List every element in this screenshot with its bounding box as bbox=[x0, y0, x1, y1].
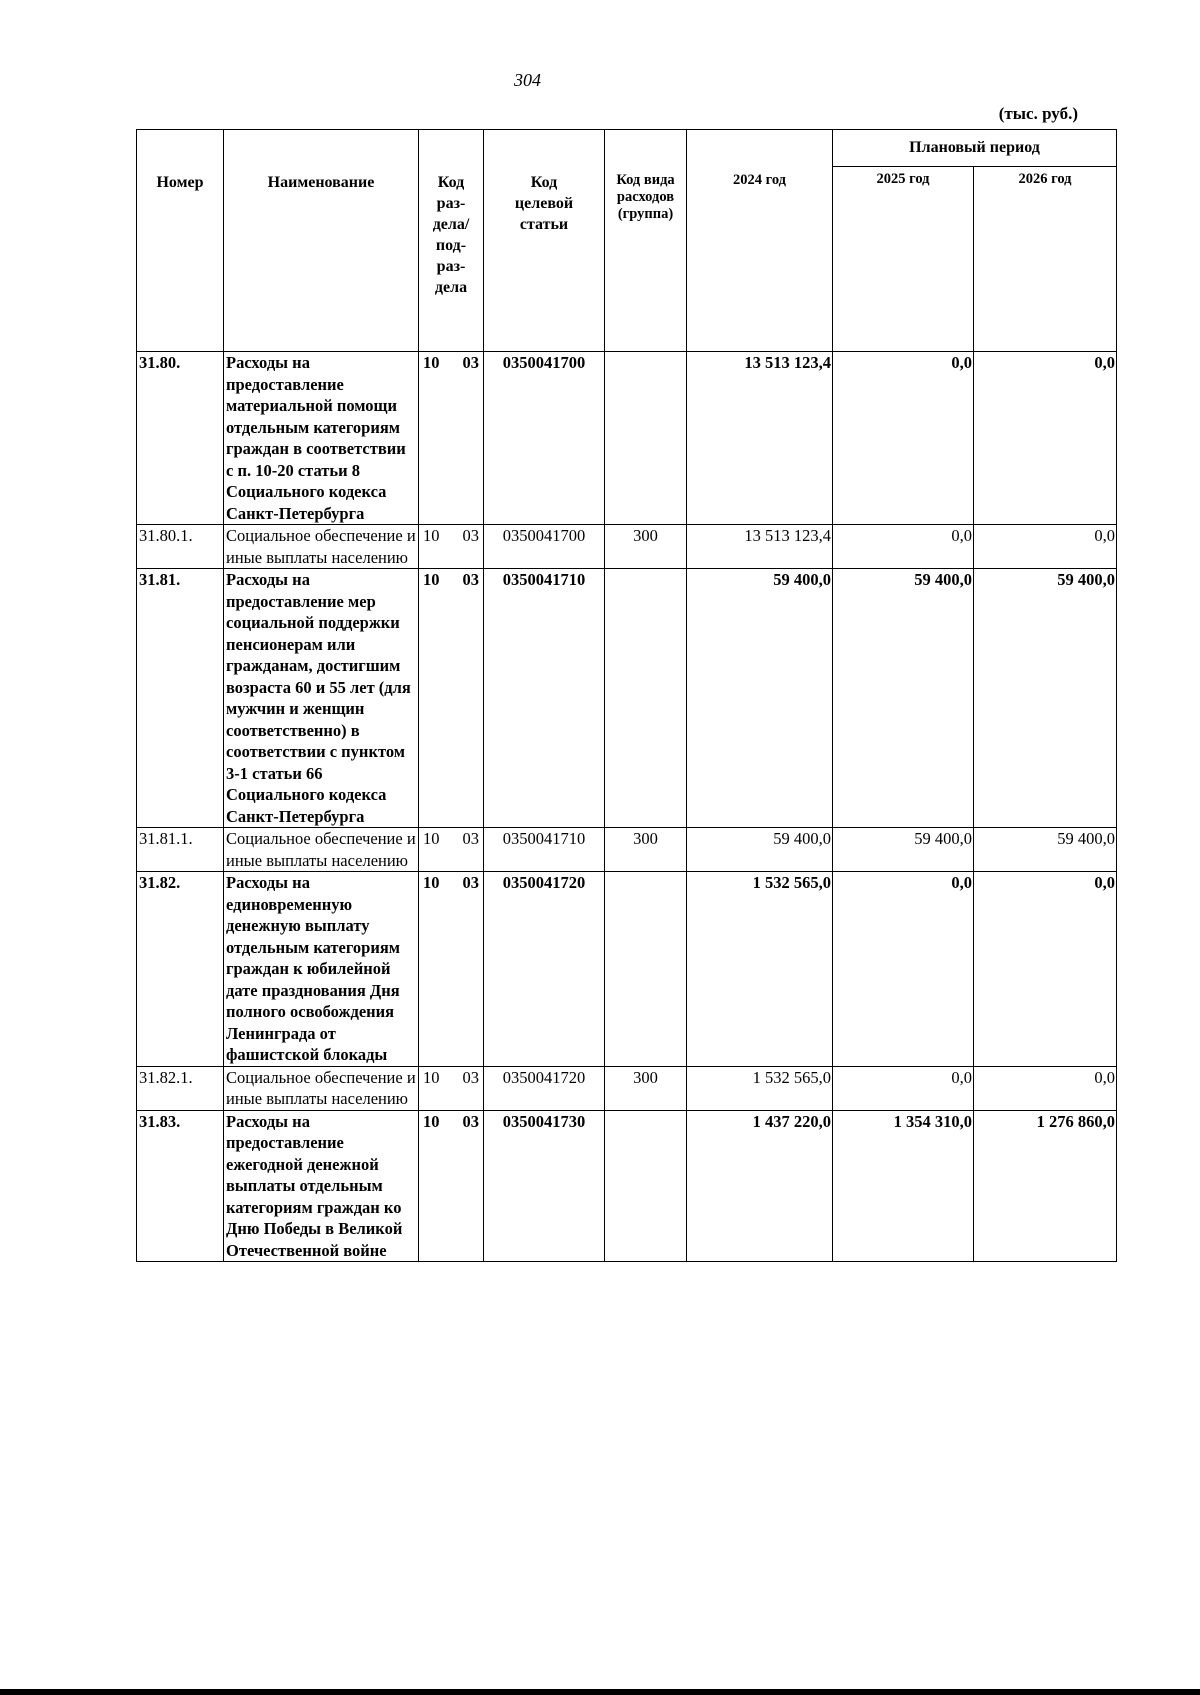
row-name: Расходы на предоставление мер социальной поддержки пенсионерам или гражданам, достигшим возраста 60 и 55 лет (для мужчин и женщин соответственно) в соответствии с пунктом 3-1 статьи 66 Социального кодекса Санкт-Петербурга bbox=[224, 569, 419, 828]
header-section-code: Код раз- дела/ под- раз- дела bbox=[419, 130, 484, 352]
row-target-code: 0350041720 bbox=[484, 872, 605, 1067]
header-target-code: Код целевой статьи bbox=[484, 130, 605, 352]
row-2024: 1 437 220,0 bbox=[687, 1110, 833, 1262]
row-number: 31.81.1. bbox=[137, 828, 224, 872]
header-expense-type: Код вида расходов (группа) bbox=[605, 130, 687, 352]
row-section-code: 10 03 bbox=[419, 828, 484, 872]
header-plan-period: Плановый период bbox=[833, 130, 1117, 167]
row-name: Расходы на единовременную денежную выплату отдельным категориям граждан к юбилейной дате празднования Дня полного освобождения Ленинграда от фашистской блокады bbox=[224, 872, 419, 1067]
row-number: 31.81. bbox=[137, 569, 224, 828]
row-section-code: 10 03 bbox=[419, 525, 484, 569]
table-row bbox=[137, 352, 1117, 525]
row-number: 31.82.1. bbox=[137, 1066, 224, 1110]
row-number: 31.80. bbox=[137, 352, 224, 525]
page-number: 304 bbox=[514, 70, 541, 90]
row-expense-type bbox=[605, 872, 687, 1067]
table-row bbox=[137, 828, 1117, 872]
header-2025: 2025 год bbox=[833, 167, 974, 352]
header-name: Наименование bbox=[224, 130, 419, 352]
scan-bottom-edge bbox=[0, 1689, 1200, 1695]
row-2025: 0,0 bbox=[833, 1066, 974, 1110]
row-2025: 1 354 310,0 bbox=[833, 1110, 974, 1262]
row-section-code: 10 03 bbox=[419, 1110, 484, 1262]
row-2025: 59 400,0 bbox=[833, 569, 974, 828]
row-2024: 59 400,0 bbox=[687, 569, 833, 828]
row-name: Социальное обеспечение и иные выплаты населению bbox=[224, 525, 419, 569]
row-target-code: 0350041700 bbox=[484, 525, 605, 569]
row-2024: 59 400,0 bbox=[687, 828, 833, 872]
table-row bbox=[137, 569, 1117, 828]
table-row bbox=[137, 1110, 1117, 1262]
row-expense-type bbox=[605, 1110, 687, 1262]
table-row bbox=[137, 1066, 1117, 1110]
row-section-code: 10 03 bbox=[419, 569, 484, 828]
row-target-code: 0350041720 bbox=[484, 1066, 605, 1110]
row-2026: 0,0 bbox=[974, 352, 1117, 525]
row-section-code: 10 03 bbox=[419, 1066, 484, 1110]
row-2024: 1 532 565,0 bbox=[687, 872, 833, 1067]
header-2026: 2026 год bbox=[974, 167, 1117, 352]
row-expense-type: 300 bbox=[605, 525, 687, 569]
row-name: Расходы на предоставление материальной помощи отдельным категориям граждан в соответствии с п. 10-20 статьи 8 Социального кодекса Санкт-Петербурга bbox=[224, 352, 419, 525]
table-row bbox=[137, 525, 1117, 569]
row-expense-type bbox=[605, 569, 687, 828]
row-name: Социальное обеспечение и иные выплаты населению bbox=[224, 828, 419, 872]
row-2026: 0,0 bbox=[974, 1066, 1117, 1110]
row-expense-type: 300 bbox=[605, 828, 687, 872]
row-section-code: 10 03 bbox=[419, 872, 484, 1067]
row-2024: 13 513 123,4 bbox=[687, 352, 833, 525]
row-2025: 0,0 bbox=[833, 525, 974, 569]
budget-table bbox=[136, 129, 1117, 1262]
row-expense-type: 300 bbox=[605, 1066, 687, 1110]
row-number: 31.82. bbox=[137, 872, 224, 1067]
row-2025: 59 400,0 bbox=[833, 828, 974, 872]
row-target-code: 0350041730 bbox=[484, 1110, 605, 1262]
units-label: (тыс. руб.) bbox=[998, 104, 1078, 123]
row-name: Расходы на предоставление ежегодной денежной выплаты отдельным категориям граждан ко Дню Победы в Великой Отечественной войне bbox=[224, 1110, 419, 1262]
row-section-code: 10 03 bbox=[419, 352, 484, 525]
row-2025: 0,0 bbox=[833, 352, 974, 525]
row-2026: 1 276 860,0 bbox=[974, 1110, 1117, 1262]
row-2024: 1 532 565,0 bbox=[687, 1066, 833, 1110]
row-target-code: 0350041710 bbox=[484, 569, 605, 828]
row-2026: 0,0 bbox=[974, 525, 1117, 569]
row-2025: 0,0 bbox=[833, 872, 974, 1067]
header-number: Номер bbox=[137, 130, 224, 352]
header-2024: 2024 год bbox=[687, 130, 833, 352]
row-2026: 59 400,0 bbox=[974, 828, 1117, 872]
header-row-1 bbox=[137, 130, 1117, 167]
row-expense-type bbox=[605, 352, 687, 525]
row-target-code: 0350041700 bbox=[484, 352, 605, 525]
row-2026: 0,0 bbox=[974, 872, 1117, 1067]
row-number: 31.83. bbox=[137, 1110, 224, 1262]
row-2024: 13 513 123,4 bbox=[687, 525, 833, 569]
row-number: 31.80.1. bbox=[137, 525, 224, 569]
row-target-code: 0350041710 bbox=[484, 828, 605, 872]
table-row bbox=[137, 872, 1117, 1067]
row-name: Социальное обеспечение и иные выплаты населению bbox=[224, 1066, 419, 1110]
row-2026: 59 400,0 bbox=[974, 569, 1117, 828]
